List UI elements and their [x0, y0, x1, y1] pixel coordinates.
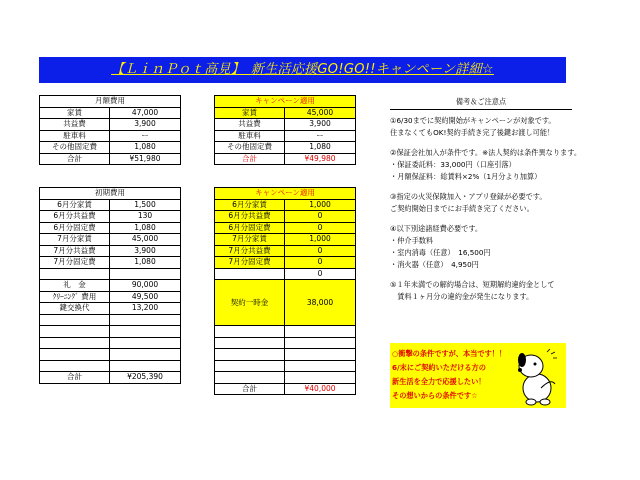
empty-cell [285, 360, 356, 372]
total-label: 合計 [215, 383, 285, 395]
notes-line: ・消火器（任意） 4,950円 [390, 260, 479, 269]
table-row [215, 349, 356, 361]
notes-line: ・室内消毒（任意） 16,500円 [390, 248, 491, 257]
row-label: 7月分固定費 [40, 257, 110, 269]
row-value: 3,900 [110, 119, 181, 131]
empty-cell [215, 372, 285, 384]
table-row [40, 257, 181, 269]
row-label: 家賃 [40, 107, 110, 119]
notes-line: ④以下別途諸経費必要です。 [390, 224, 483, 233]
table-row [40, 199, 181, 211]
promo-line: 新生活を全力で応援したい！ [392, 377, 486, 386]
table-row [40, 245, 181, 257]
row-label: 7月分共益費 [40, 245, 110, 257]
empty-cell [215, 337, 285, 349]
row-value: ¥51,980 [110, 153, 181, 165]
table-row [215, 280, 356, 326]
promo-box [390, 343, 566, 408]
row-label [215, 268, 285, 280]
notes-spacer [390, 183, 572, 191]
table-row [215, 326, 356, 338]
row-value: 1,080 [285, 142, 356, 154]
row-label: 6月分共益費 [215, 211, 285, 223]
empty-cell [215, 349, 285, 361]
page-title-banner: 【ＬｉｎＰｏｔ高見】 新生活応援GO!GO!!キャンペーン詳細☆ [39, 57, 566, 83]
row-label [40, 360, 110, 372]
table-row [40, 326, 181, 338]
row-label: 7月分固定費 [215, 257, 285, 269]
table-row [40, 360, 181, 372]
empty-cell [215, 360, 285, 372]
table-row [40, 130, 181, 142]
table-row [40, 107, 181, 119]
row-label: 礼 金 [40, 280, 110, 292]
empty-cell [285, 349, 356, 361]
row-value: 1,500 [110, 199, 181, 211]
notes-line: ご契約開始日までにお手続き完了ください。 [390, 204, 534, 213]
row-value: 47,000 [110, 107, 181, 119]
row-value: 0 [285, 257, 356, 269]
dog-mascot-icon [511, 348, 563, 406]
row-value: 0 [285, 222, 356, 234]
notes-line: ①6/30までに契約開始がキャンペーンが対象です。 [390, 116, 556, 125]
total-value: ¥205,390 [110, 372, 181, 384]
row-label [40, 314, 110, 326]
row-label: 合計 [40, 153, 110, 165]
total-value: ¥40,000 [285, 383, 356, 395]
table-row [40, 303, 181, 315]
table-row [40, 153, 181, 165]
table-row [40, 372, 181, 384]
notes-spacer [390, 271, 572, 279]
table-row [215, 383, 356, 395]
row-value: 1,000 [285, 234, 356, 246]
table-row [40, 314, 181, 326]
row-value [110, 268, 181, 280]
row-value: 45,000 [110, 234, 181, 246]
row-label: 7月分家賃 [215, 234, 285, 246]
row-label: 6月分家賃 [215, 199, 285, 211]
row-label: 共益費 [215, 119, 285, 131]
row-label: 家賃 [215, 107, 285, 119]
notes-line: ・月額保証料：総賃料×2%（1月分より加算） [390, 172, 542, 181]
row-label [40, 349, 110, 361]
notes-title: 備考＆ご注意点 [390, 97, 572, 110]
promo-line: ○衝撃の条件ですが、本当です！！ [392, 349, 507, 358]
table-row [40, 222, 181, 234]
row-value: 13,200 [110, 303, 181, 315]
lump-sum-label: 契約一時金 [215, 280, 285, 326]
empty-cell [215, 326, 285, 338]
campaign-monthly-header: キャンペーン適用 [215, 96, 356, 108]
notes-line: ⑤１年未満での解約場合は、短期解約違約金として [390, 280, 555, 289]
row-label: 7月分共益費 [215, 245, 285, 257]
initial-cost-table [39, 187, 181, 384]
table-row [215, 257, 356, 269]
campaign-initial-table [214, 187, 356, 395]
row-value: 0 [285, 268, 356, 280]
row-label: ｸﾘｰﾆﾝｸﾞ 費用 [40, 291, 110, 303]
row-label [40, 326, 110, 338]
row-label: 鍵交換代 [40, 303, 110, 315]
table-row [40, 280, 181, 292]
row-value: ¥49,980 [285, 153, 356, 165]
promo-line: その想いからの条件です☆ [392, 391, 478, 400]
table-row [40, 291, 181, 303]
notes-panel [390, 97, 582, 303]
table-row [215, 119, 356, 131]
row-value: 1,000 [285, 199, 356, 211]
notes-line: 賃料１ヶ月分の違約金が発生になります。 [390, 292, 534, 301]
notes-line: ・仲介手数料 [390, 236, 434, 245]
row-label [40, 268, 110, 280]
row-value: 0 [285, 211, 356, 223]
notes-line: ②保証会社加入が条件です。※法人契約は条件異なります。 [390, 148, 582, 157]
notes-spacer [390, 139, 572, 147]
row-label: 6月分固定費 [40, 222, 110, 234]
row-label: 合計 [215, 153, 285, 165]
table-row [40, 119, 181, 131]
row-label: 共益費 [40, 119, 110, 131]
row-value: ー [285, 130, 356, 142]
table-row [215, 211, 356, 223]
table-row [215, 107, 356, 119]
row-value: 45,000 [285, 107, 356, 119]
row-value [110, 360, 181, 372]
row-label: 駐車料 [215, 130, 285, 142]
row-value [110, 337, 181, 349]
row-value: 90,000 [110, 280, 181, 292]
lump-sum-value: 38,000 [285, 280, 356, 326]
table-row [215, 360, 356, 372]
row-value: 1,080 [110, 257, 181, 269]
notes-line: ③指定の火災保険加入・アプリ登録が必要です。 [390, 192, 547, 201]
empty-cell [285, 372, 356, 384]
table-row [215, 222, 356, 234]
table-row [40, 142, 181, 154]
table-row [40, 337, 181, 349]
row-value: 1,080 [110, 222, 181, 234]
row-value: 1,080 [110, 142, 181, 154]
row-value [110, 314, 181, 326]
initial-header: 初期費用 [40, 188, 181, 200]
row-value: 130 [110, 211, 181, 223]
table-row [215, 268, 356, 280]
table-row [40, 211, 181, 223]
table-row [40, 268, 181, 280]
total-label: 合計 [40, 372, 110, 384]
row-label: その他固定費 [215, 142, 285, 154]
monthly-cost-table [39, 95, 181, 165]
row-label: 6月分固定費 [215, 222, 285, 234]
empty-cell [285, 337, 356, 349]
notes-spacer [390, 215, 572, 223]
campaign-initial-header: キャンペーン適用 [215, 188, 356, 200]
row-value [110, 326, 181, 338]
campaign-monthly-table [214, 95, 356, 165]
table-row [40, 234, 181, 246]
row-value: 3,900 [110, 245, 181, 257]
row-label: 駐車料 [40, 130, 110, 142]
row-label: 6月分共益費 [40, 211, 110, 223]
table-row [215, 245, 356, 257]
row-value: 3,900 [285, 119, 356, 131]
row-value: 0 [285, 245, 356, 257]
notes-line: 住まなくてもOK!契約手続き完了後鍵お渡し可能！ [390, 128, 555, 137]
monthly-header: 月額費用 [40, 96, 181, 108]
notes-line: ・保証委託料：33,000円（口座引落） [390, 160, 516, 169]
table-row [215, 142, 356, 154]
table-row [215, 130, 356, 142]
table-row [40, 349, 181, 361]
row-value [110, 349, 181, 361]
table-row [215, 199, 356, 211]
row-label: その他固定費 [40, 142, 110, 154]
empty-cell [285, 326, 356, 338]
row-label: 7月分家賃 [40, 234, 110, 246]
table-row [215, 337, 356, 349]
promo-line: 6/末にご契約いただける方の [392, 363, 486, 372]
table-row [215, 153, 356, 165]
row-value: ー [110, 130, 181, 142]
table-row [215, 372, 356, 384]
row-label: 6月分家賃 [40, 199, 110, 211]
row-label [40, 337, 110, 349]
table-row [215, 234, 356, 246]
row-value: 49,500 [110, 291, 181, 303]
